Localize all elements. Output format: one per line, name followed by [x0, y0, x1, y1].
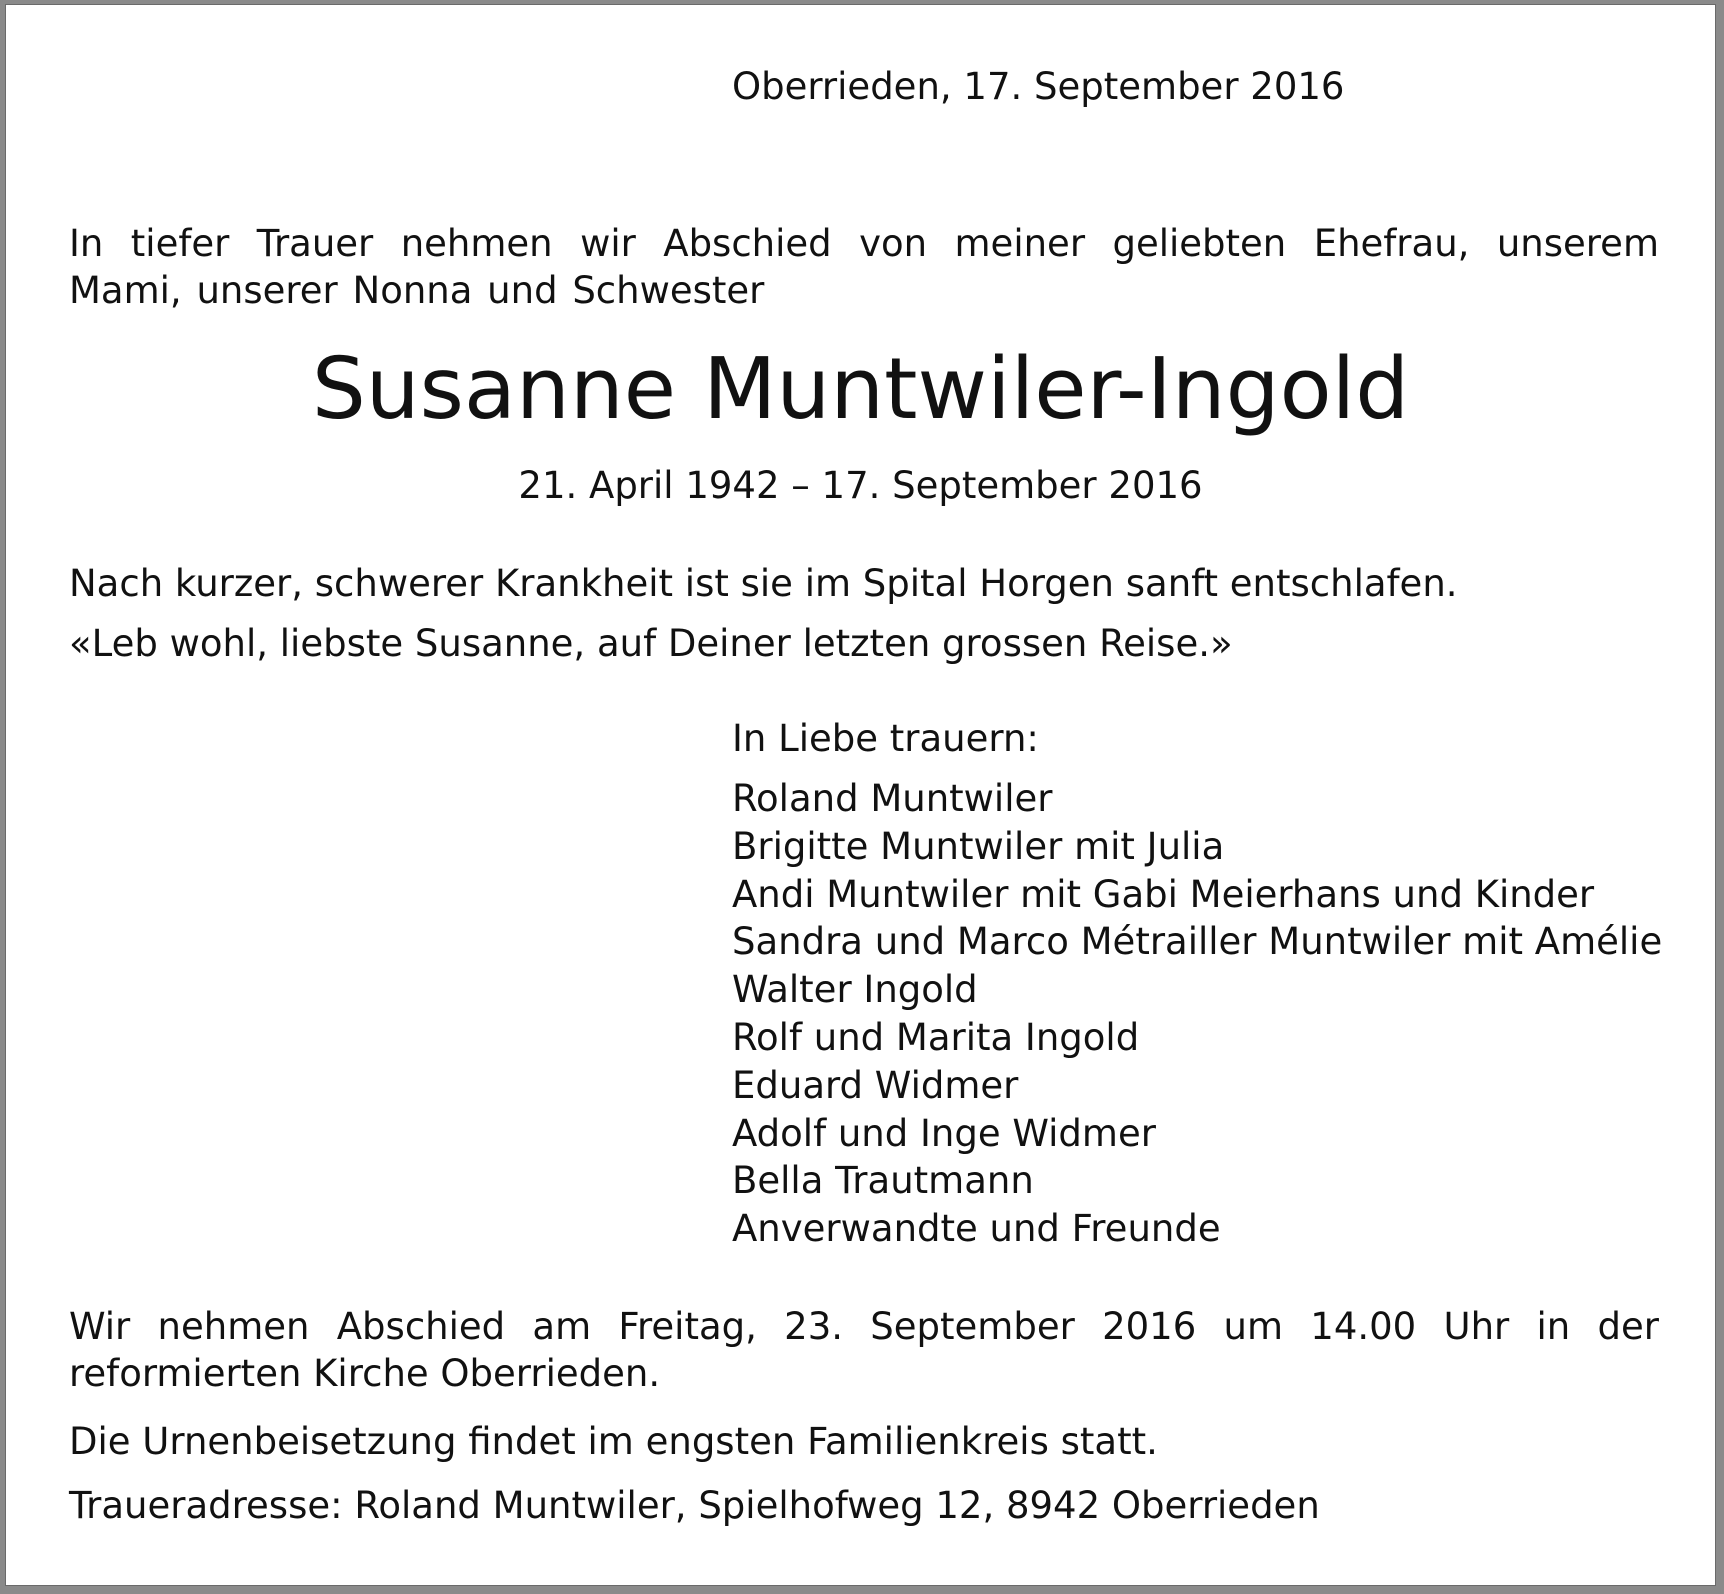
- mourner-item: Roland Muntwiler: [732, 777, 1053, 820]
- mourners-list: [732, 775, 1662, 1253]
- mourners-block: [732, 715, 1662, 1253]
- mourner-item: Walter Ingold: [732, 968, 978, 1012]
- mourners-heading: In Liebe trauern:: [732, 717, 1039, 760]
- obituary-notice: [5, 4, 1716, 1586]
- mourner-item: Anverwandte und Freunde: [732, 1207, 1221, 1251]
- deceased-name: Susanne Muntwiler-Ingold: [311, 340, 1410, 439]
- passing-text: Nach kurzer, schwerer Krankheit ist sie im Spital Horgen sanft entschlafen.: [69, 562, 1458, 605]
- mourner-item: Eduard Widmer: [732, 1063, 1019, 1107]
- mourner-item: Rolf und Marita Ingold: [732, 1015, 1140, 1059]
- mourner-item: Bella Trautmann: [732, 1159, 1034, 1203]
- farewell-quote: «Leb wohl, liebste Susanne, auf Deiner letzten grossen Reise.»: [69, 622, 1233, 665]
- intro-text: In tiefer Trauer nehmen wir Abschied von meiner geliebten Ehefrau, unserem Mami, unserer Nonna und Schwester: [69, 222, 1659, 312]
- mourner-item: Andi Muntwiler mit Gabi Meierhans und Kinder: [732, 872, 1595, 916]
- mourner-item: Adolf und Inge Widmer: [732, 1111, 1156, 1155]
- burial-info: Die Urnenbeisetzung findet im engsten Familienkreis statt.: [69, 1420, 1158, 1463]
- mourner-item: Brigitte Muntwiler mit Julia: [732, 824, 1225, 868]
- place-date: Oberrieden, 17. September 2016: [732, 65, 1345, 108]
- life-dates: 21. April 1942 – 17. September 2016: [518, 464, 1203, 507]
- service-info: Wir nehmen Abschied am Freitag, 23. September 2016 um 14.00 Uhr in der reformierten Kirche Oberrieden.: [69, 1305, 1659, 1395]
- mourner-item: Sandra und Marco Métrailler Muntwiler mit Amélie: [732, 920, 1663, 964]
- mourning-address: Traueradresse: Roland Muntwiler, Spielhofweg 12, 8942 Oberrieden: [69, 1484, 1320, 1527]
